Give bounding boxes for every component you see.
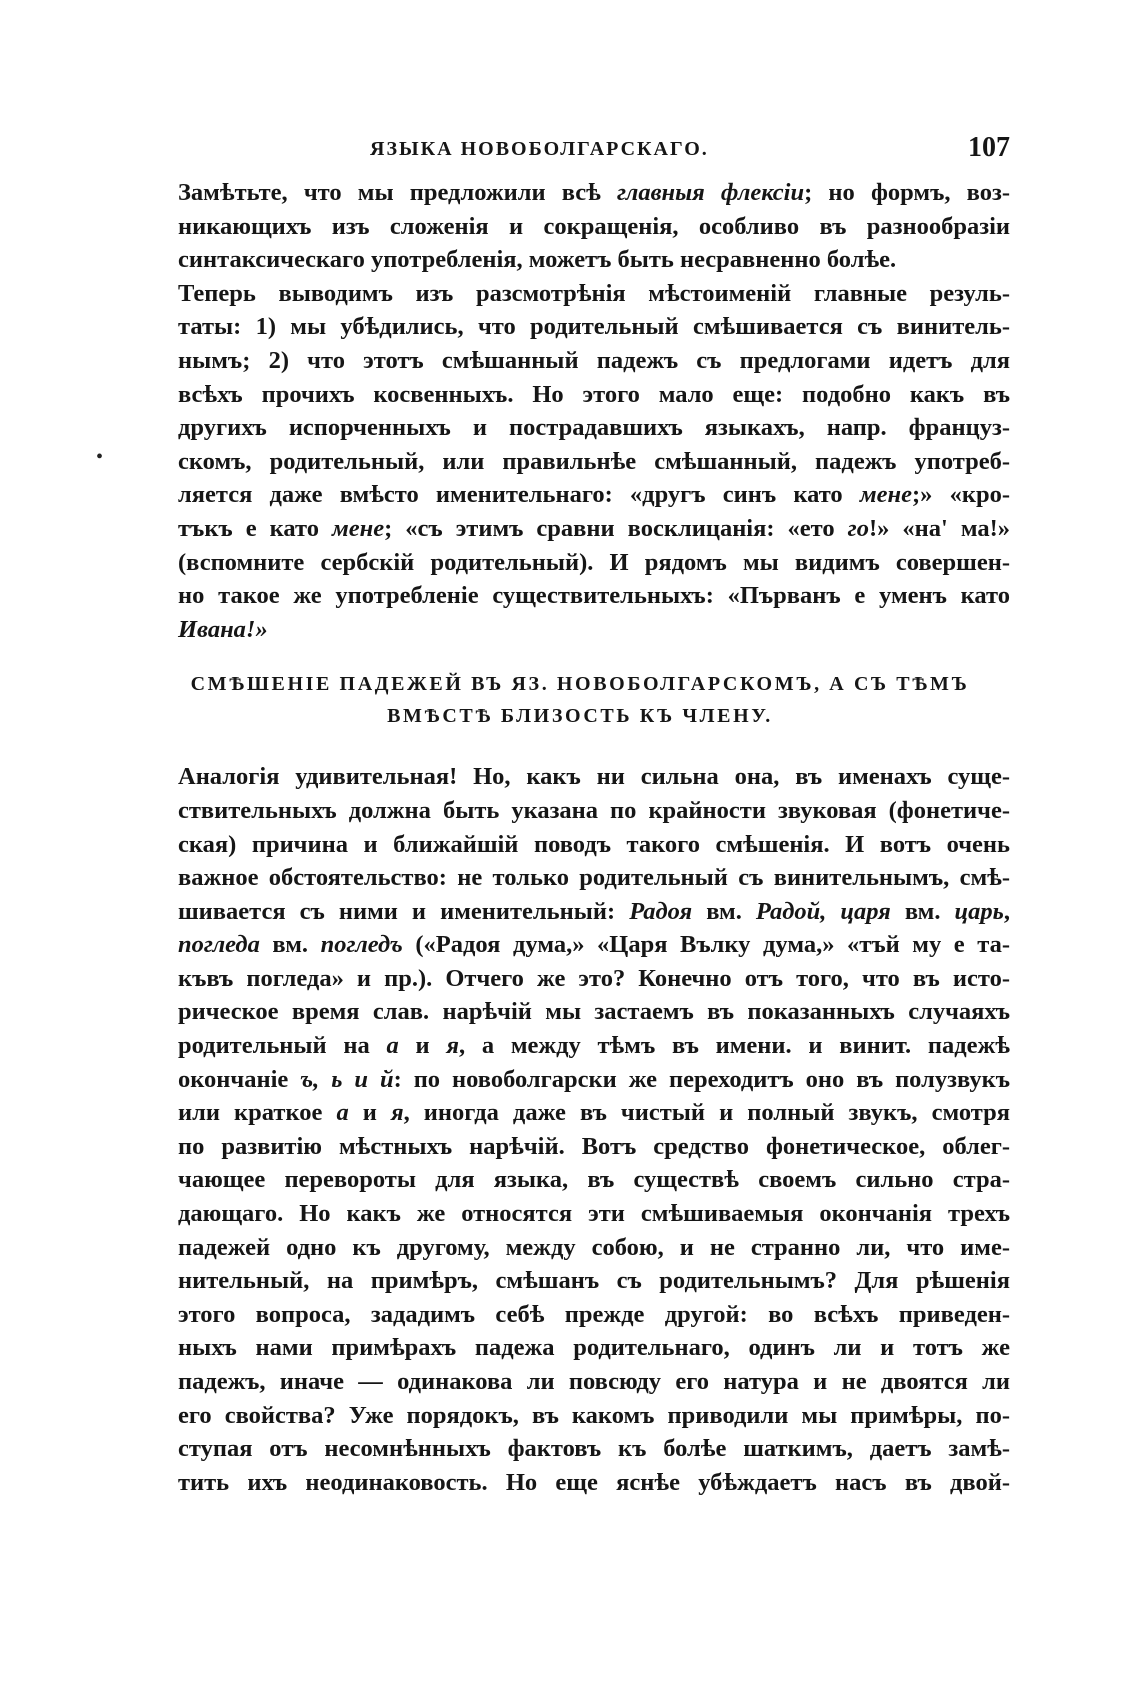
paragraph-pronoun-results [150,277,1010,647]
text-line: (вспомните сербскій родительный). И рядомъ мы видимъ совершен- [178,548,1010,576]
text-line: его свойства? Уже порядокъ, въ какомъ приводили мы примѣры, по- [178,1401,1010,1429]
text-line: ляется даже вмѣсто именительнаго: «другъ синъ като мене;» «кро- [178,481,1011,509]
text-line: шивается съ ними и именительный: Радоя вм. Радой, царя вм. царь, [178,897,1010,925]
text-line: окончаніе ъ, ь и й: по новоболгарски же переходитъ оно въ полузвукъ [178,1065,1010,1093]
text-line: родительный на а и я, а между тѣмъ въ имени. и винит. падежѣ [178,1032,1010,1060]
section-heading [150,668,1010,732]
running-title: ЯЗЫКА НОВОБОЛГАРСКАГО. [370,138,709,160]
section-heading-line: ВМѢСТѢ БЛИЗОСТЬ КЪ ЧЛЕНУ. [387,705,773,728]
text-line: чающее перевороты для языка, въ существѣ своемъ сильно стра- [178,1166,1010,1194]
text-line: другихъ испорченныхъ и пострадавшихъ языкахъ, напр. француз- [178,414,1010,442]
running-header [150,120,1010,168]
text-line: рическое время слав. нарѣчій мы застаемъ въ показанныхъ случаяхъ [178,998,1010,1026]
text-line: ская) причина и ближайшій поводъ такого смѣшенія. И вотъ очень [178,830,1010,858]
text-line: нительный, на примѣръ, смѣшанъ съ родительнымъ? Для рѣшенія [178,1267,1010,1295]
text-line: Аналогія удивительная! Но, какъ ни сильна она, въ именахъ суще- [178,763,1010,791]
text-line: нымъ; 2) что этотъ смѣшанный падежъ съ предлогами идетъ для [178,346,1010,374]
text-line: къвъ погледа» и пр.). Отчего же это? Конечно отъ того, что въ исто- [178,964,1010,992]
text-line: тъкъ е като мене; «съ этимъ сравни восклицанія: «ето го!» «на' ма!» [178,514,1010,542]
text-line: тить ихъ неодинаковость. Но еще яснѣе убѣждаетъ насъ въ двой- [178,1468,1010,1496]
text-line: важное обстоятельство: не только родительный съ винительнымъ, смѣ- [178,864,1010,892]
text-line: Теперь выводимъ изъ разсмотрѣнія мѣстоименій главные резуль- [178,279,1010,307]
paragraph-case-mixing [150,760,1010,1499]
text-line: дающаго. Но какъ же относятся эти смѣшиваемыя окончанія трехъ [178,1200,1010,1228]
text-line: но такое же употребленіе существительныхъ: «Първанъ е уменъ като [178,582,1010,610]
text-line: Ивана!» [178,615,268,643]
text-line: падежей одно къ другому, между собою, и не странно ли, что име- [178,1233,1010,1261]
text-line: скомъ, родительный, или правильнѣе смѣшанный, падежъ употреб- [178,447,1010,475]
text-line: Замѣтьте, что мы предложили всѣ главныя флексіи; но формъ, воз- [178,179,1010,206]
text-line: падежъ, иначе — одинакова ли повсюду его натура и не двоятся ли [178,1368,1010,1395]
text-line: по развитію мѣстныхъ нарѣчій. Вотъ средство фонетическое, облег- [178,1132,1010,1160]
text-line: ствительныхъ должна быть указана по крайности звуковая (фонетиче- [178,796,1010,824]
text-line: погледа вм. погледъ («Радоя дума,» «Царя Вълку дума,» «тъй му е та- [178,931,1010,959]
paragraph-forms [150,176,1010,277]
text-line: таты: 1) мы убѣдились, что родительный смѣшивается съ винитель- [178,313,1010,341]
book-page [150,120,1010,1499]
margin-dot-mark: • [96,446,104,468]
text-line: всѣхъ прочихъ косвенныхъ. Но этого мало еще: подобно какъ въ [178,380,1010,408]
text-line: никающихъ изъ сложенія и сокращенія, особливо въ разнообразіи [178,212,1010,240]
text-line: синтаксическаго употребленія, можетъ быть несравненно болѣе. [178,246,897,274]
page-number: 107 [968,132,1010,163]
text-line: этого вопроса, зададимъ себѣ прежде другой: во всѣхъ приведен- [178,1300,1010,1328]
section-heading-line: СМѢШЕНІЕ ПАДЕЖЕЙ ВЪ ЯЗ. НОВОБОЛГАРСКОМЪ, А СЪ ТѢМЪ [190,673,970,696]
text-line: ныхъ нами примѣрахъ падежа родительнаго, одинъ ли и тотъ же [178,1334,1010,1362]
text-line: ступая отъ несомнѣнныхъ фактовъ къ болѣе шаткимъ, даетъ замѣ- [178,1435,1010,1463]
text-line: или краткое а и я, иногда даже въ чистый и полный звукъ, смотря [178,1099,1010,1127]
